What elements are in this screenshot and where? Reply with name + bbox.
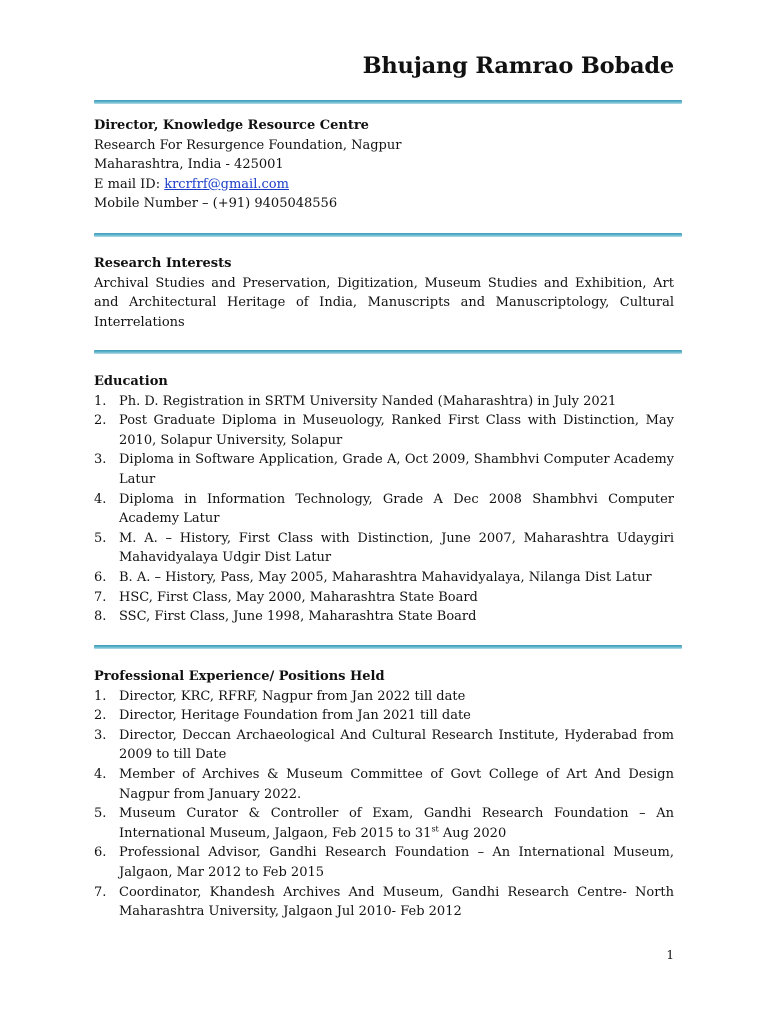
research-text: Archival Studies and Preservation, Digitization, Museum Studies and Exhibition, Art and Architectural Heritage of India, Manuscripts and Manuscriptology, Cultural Interrelations (94, 275, 674, 330)
education-section (94, 372, 674, 627)
section-divider (94, 645, 682, 649)
list-item: 7. Coordinator, Khandesh Archives And Museum, Gandhi Research Centre- North Maharashtra University, Jalgaon Jul 2010- Feb 2012 (94, 884, 674, 920)
organization: Research For Resurgence Foundation, Nagpur (94, 137, 402, 153)
person-name: Bhujang Ramrao Bobade (362, 53, 674, 79)
experience-list (94, 687, 674, 922)
list-item: 8. SSC, First Class, June 1998, Maharashtra State Board (94, 609, 477, 625)
email-line (94, 175, 674, 195)
section-divider (94, 100, 682, 104)
education-list (94, 392, 674, 627)
experience-heading: Professional Experience/ Positions Held (94, 669, 385, 684)
section-divider (94, 233, 682, 237)
list-item: 4. Member of Archives & Museum Committee of Govt College of Art And Design Nagpur from January 2022. (94, 766, 674, 802)
list-item: 2. Director, Heritage Foundation from Jan 2021 till date (94, 708, 471, 724)
list-item: 6. B. A. – History, Pass, May 2005, Maharashtra Mahavidyalaya, Nilanga Dist Latur (94, 569, 652, 585)
experience-section (94, 667, 674, 922)
page-number: 1 (666, 948, 674, 962)
research-heading: Research Interests (94, 256, 232, 271)
research-section (94, 254, 674, 332)
section-divider (94, 350, 682, 354)
list-item: 6. Professional Advisor, Gandhi Research Foundation – An International Museum, Jalgaon, Mar 2012 to Feb 2015 (94, 845, 674, 880)
email-link[interactable]: krcrfrf@gmail.com (164, 176, 289, 192)
list-item: 1. Director, KRC, RFRF, Nagpur from Jan 2022 till date (94, 688, 466, 704)
education-heading: Education (94, 374, 168, 389)
list-item: 4. Diploma in Information Technology, Grade A Dec 2008 Shambhvi Computer Academy Latur (94, 491, 674, 527)
list-item: 5. Museum Curator & Controller of Exam, Gandhi Research Foundation – An International Museum, Jalgaon, Feb 2015 to 31st Aug 2020 (94, 806, 674, 841)
contact-block (94, 116, 674, 214)
email-label: E mail ID: (94, 176, 165, 192)
address: Maharashtra, India - 425001 (94, 157, 284, 173)
list-item: 1. Ph. D. Registration in SRTM University Nanded (Maharashtra) in July 2021 (94, 393, 617, 409)
list-item: 3. Diploma in Software Application, Grade A, Oct 2009, Shambhvi Computer Academy Latur (94, 452, 674, 487)
list-item: 5. M. A. – History, First Class with Distinction, June 2007, Maharashtra Udaygiri Mahavidyalaya Udgir Dist Latur (94, 530, 674, 566)
list-item: 3. Director, Deccan Archaeological And Cultural Research Institute, Hyderabad from 2009 to till Date (94, 727, 674, 763)
job-title: Director, Knowledge Resource Centre (94, 118, 369, 133)
list-item: 2. Post Graduate Diploma in Museuology, Ranked First Class with Distinction, May 2010, Solapur University, Solapur (94, 413, 674, 448)
list-item: 7. HSC, First Class, May 2000, Maharashtra State Board (94, 589, 478, 605)
mobile-number: Mobile Number – (+91) 9405048556 (94, 196, 338, 212)
